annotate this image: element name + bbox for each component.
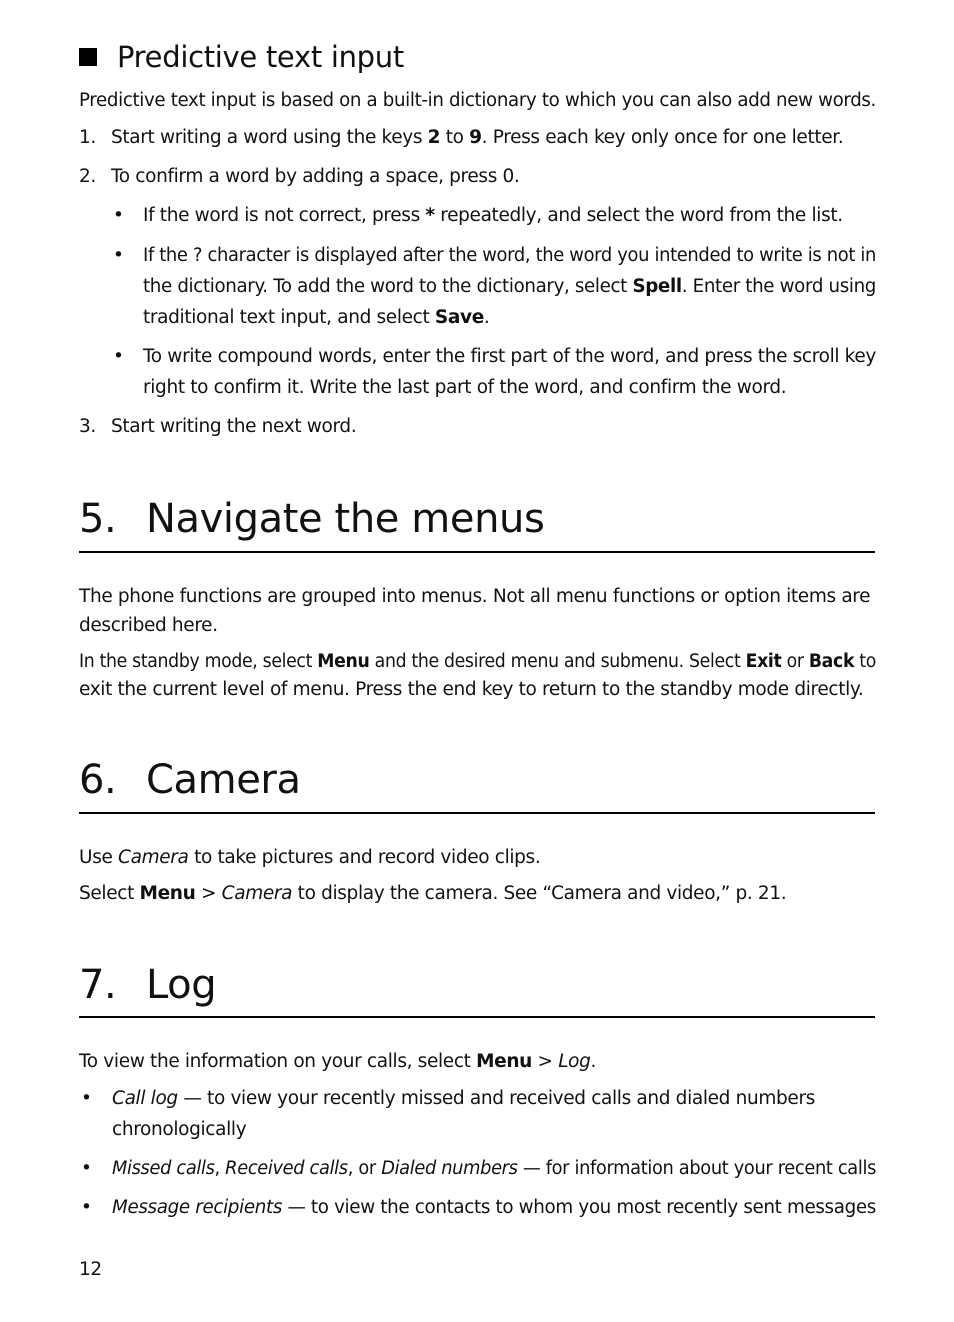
ch5-paragraph-1-line-2: described here. bbox=[79, 615, 218, 636]
page-number: 12 bbox=[79, 1259, 102, 1280]
bullet-dot bbox=[81, 1084, 92, 1114]
bullet-3-line-2: right to confirm it. Write the last part of the word, and confirm the word. bbox=[143, 377, 787, 398]
chapter-title-text: Log bbox=[146, 962, 217, 1008]
chapter-divider bbox=[79, 1016, 875, 1018]
ch6-paragraph-2: Select Menu > Camera to display the camera. See “Camera and video,” p. 21. bbox=[79, 883, 787, 904]
square-bullet-icon bbox=[79, 48, 97, 66]
log-item-2: Missed calls, Received calls, or Dialed numbers — for information about your recent calls bbox=[112, 1158, 877, 1179]
section-heading-text: Predictive text input bbox=[117, 40, 404, 74]
ch6-paragraph-1: Use Camera to take pictures and record video clips. bbox=[79, 847, 541, 868]
bullet-dot bbox=[81, 1154, 92, 1184]
step-2-text: To confirm a word by adding a space, press 0. bbox=[111, 166, 520, 187]
chapter-5-title bbox=[79, 496, 544, 542]
bullet-1-text: If the word is not correct, press * repeatedly, and select the word from the list. bbox=[143, 205, 843, 226]
chapter-divider bbox=[79, 812, 875, 814]
step-2-number: 2. bbox=[79, 166, 96, 187]
section-heading-predictive-text bbox=[79, 40, 404, 74]
chapter-divider bbox=[79, 551, 875, 553]
step-3-number: 3. bbox=[79, 416, 96, 437]
log-item-1-line-1: Call log — to view your recently missed and received calls and dialed numbers bbox=[112, 1088, 815, 1109]
log-item-3: Message recipients — to view the contacts to whom you most recently sent messages bbox=[112, 1197, 877, 1218]
chapter-number: 5. bbox=[79, 496, 117, 542]
chapter-number: 6. bbox=[79, 757, 117, 803]
bullet-dot bbox=[113, 201, 124, 231]
ch7-intro: To view the information on your calls, select Menu > Log. bbox=[79, 1051, 597, 1072]
chapter-title-text: Camera bbox=[146, 757, 301, 803]
ch5-paragraph-2-line-1: In the standby mode, select Menu and the desired menu and submenu. Select Exit or Back to bbox=[79, 651, 877, 672]
bullet-2-line-3: traditional text input, and select Save. bbox=[143, 307, 490, 328]
ch5-paragraph-1-line-1: The phone functions are grouped into menus. Not all menu functions or option items are bbox=[79, 586, 871, 607]
bullet-dot bbox=[81, 1193, 92, 1223]
bullet-2-line-2: the dictionary. To add the word to the dictionary, select Spell. Enter the word using bbox=[143, 276, 877, 297]
bullet-dot bbox=[113, 241, 124, 271]
step-1-number: 1. bbox=[79, 127, 96, 148]
chapter-6-title bbox=[79, 757, 301, 803]
log-item-1-line-2: chronologically bbox=[112, 1119, 247, 1140]
chapter-number: 7. bbox=[79, 962, 117, 1008]
chapter-title-text: Navigate the menus bbox=[146, 496, 545, 542]
predictive-intro: Predictive text input is based on a built-in dictionary to which you can also add new words. bbox=[79, 90, 877, 111]
ch5-paragraph-2-line-2: exit the current level of menu. Press the end key to return to the standby mode directly. bbox=[79, 679, 864, 700]
bullet-3-line-1: To write compound words, enter the first part of the word, and press the scroll key bbox=[143, 346, 877, 367]
bullet-2-line-1: If the ? character is displayed after the word, the word you intended to write is not in bbox=[143, 245, 877, 266]
step-1-text: Start writing a word using the keys 2 to 9. Press each key only once for one letter. bbox=[111, 127, 844, 148]
chapter-7-title bbox=[79, 962, 216, 1008]
step-3-text: Start writing the next word. bbox=[111, 416, 357, 437]
bullet-dot bbox=[113, 342, 124, 372]
